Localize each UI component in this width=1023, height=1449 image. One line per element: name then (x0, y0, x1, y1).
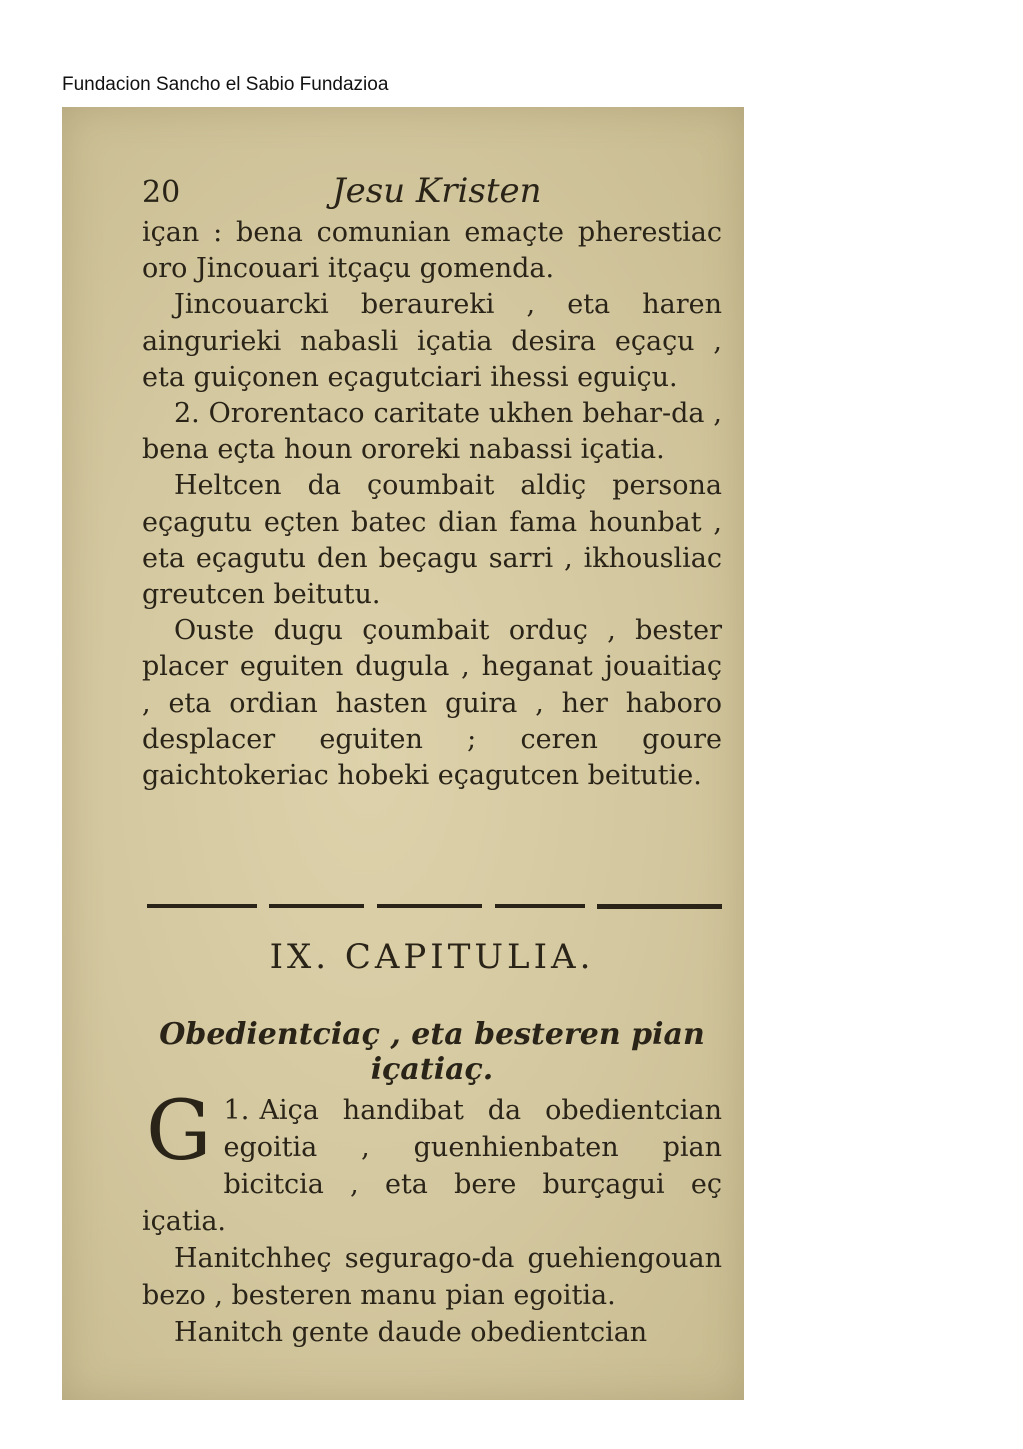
paragraph-number: 1. (223, 1095, 250, 1126)
chapter-subtitle: Obedientciaç , eta besteren pian içatiaç. (159, 1017, 705, 1087)
paragraph: Heltcen da çoumbait aldiç persona eçagutu eçten batec dian fama hounbat , eta eçagutu den beçagu sarri , ikhousliac greutcen beitutu. (142, 470, 722, 611)
paragraph: Jincouarcki beraureki , eta haren aingurieki nabasli içatia desira eçaçu , eta guiçonen eçagutciari ihessi eguiçu. (142, 289, 722, 393)
paragraph: 2. Ororentaco caritate ukhen behar-da , bena eçta houn ororeki nabassi içatia. (142, 398, 722, 466)
paragraph: içan : bena comunian emaçte pherestiac oro Jincouari itçaçu gomenda. (142, 217, 722, 285)
paragraph-text: Aiça handibat da obedientcian egoitia , guenhienbaten pian bicitcia , eta bere burçagui eç içatia. (142, 1095, 722, 1237)
running-title: Jesu Kristen (332, 171, 542, 211)
body-text (142, 215, 722, 794)
paragraph: Hanitchheç segurago-da guehiengouan bezo , besteren manu pian egoitia. (142, 1243, 722, 1311)
paragraph: Hanitch gente daude obedientcian (174, 1317, 648, 1348)
section-divider (147, 899, 722, 913)
page-number: 20 (142, 175, 181, 210)
chapter-first-paragraph (142, 1084, 722, 1240)
chapter-title: IX. CAPITULIA. (269, 937, 595, 977)
archive-header: Fundacion Sancho el Sabio Fundazioa (62, 74, 389, 95)
paragraph: Ouste dugu çoumbait orduç , bester placer eguiten dugula , heganat jouaitiaç , eta ordian hasten guira , her haboro desplacer eguiten ; ceren goure gaichtokeriac hobeki eçagutcen beitutie. (142, 615, 722, 792)
running-head (142, 171, 722, 215)
scanned-page (62, 107, 744, 1400)
chapter-body (142, 1084, 722, 1351)
drop-cap: G (146, 1084, 212, 1179)
